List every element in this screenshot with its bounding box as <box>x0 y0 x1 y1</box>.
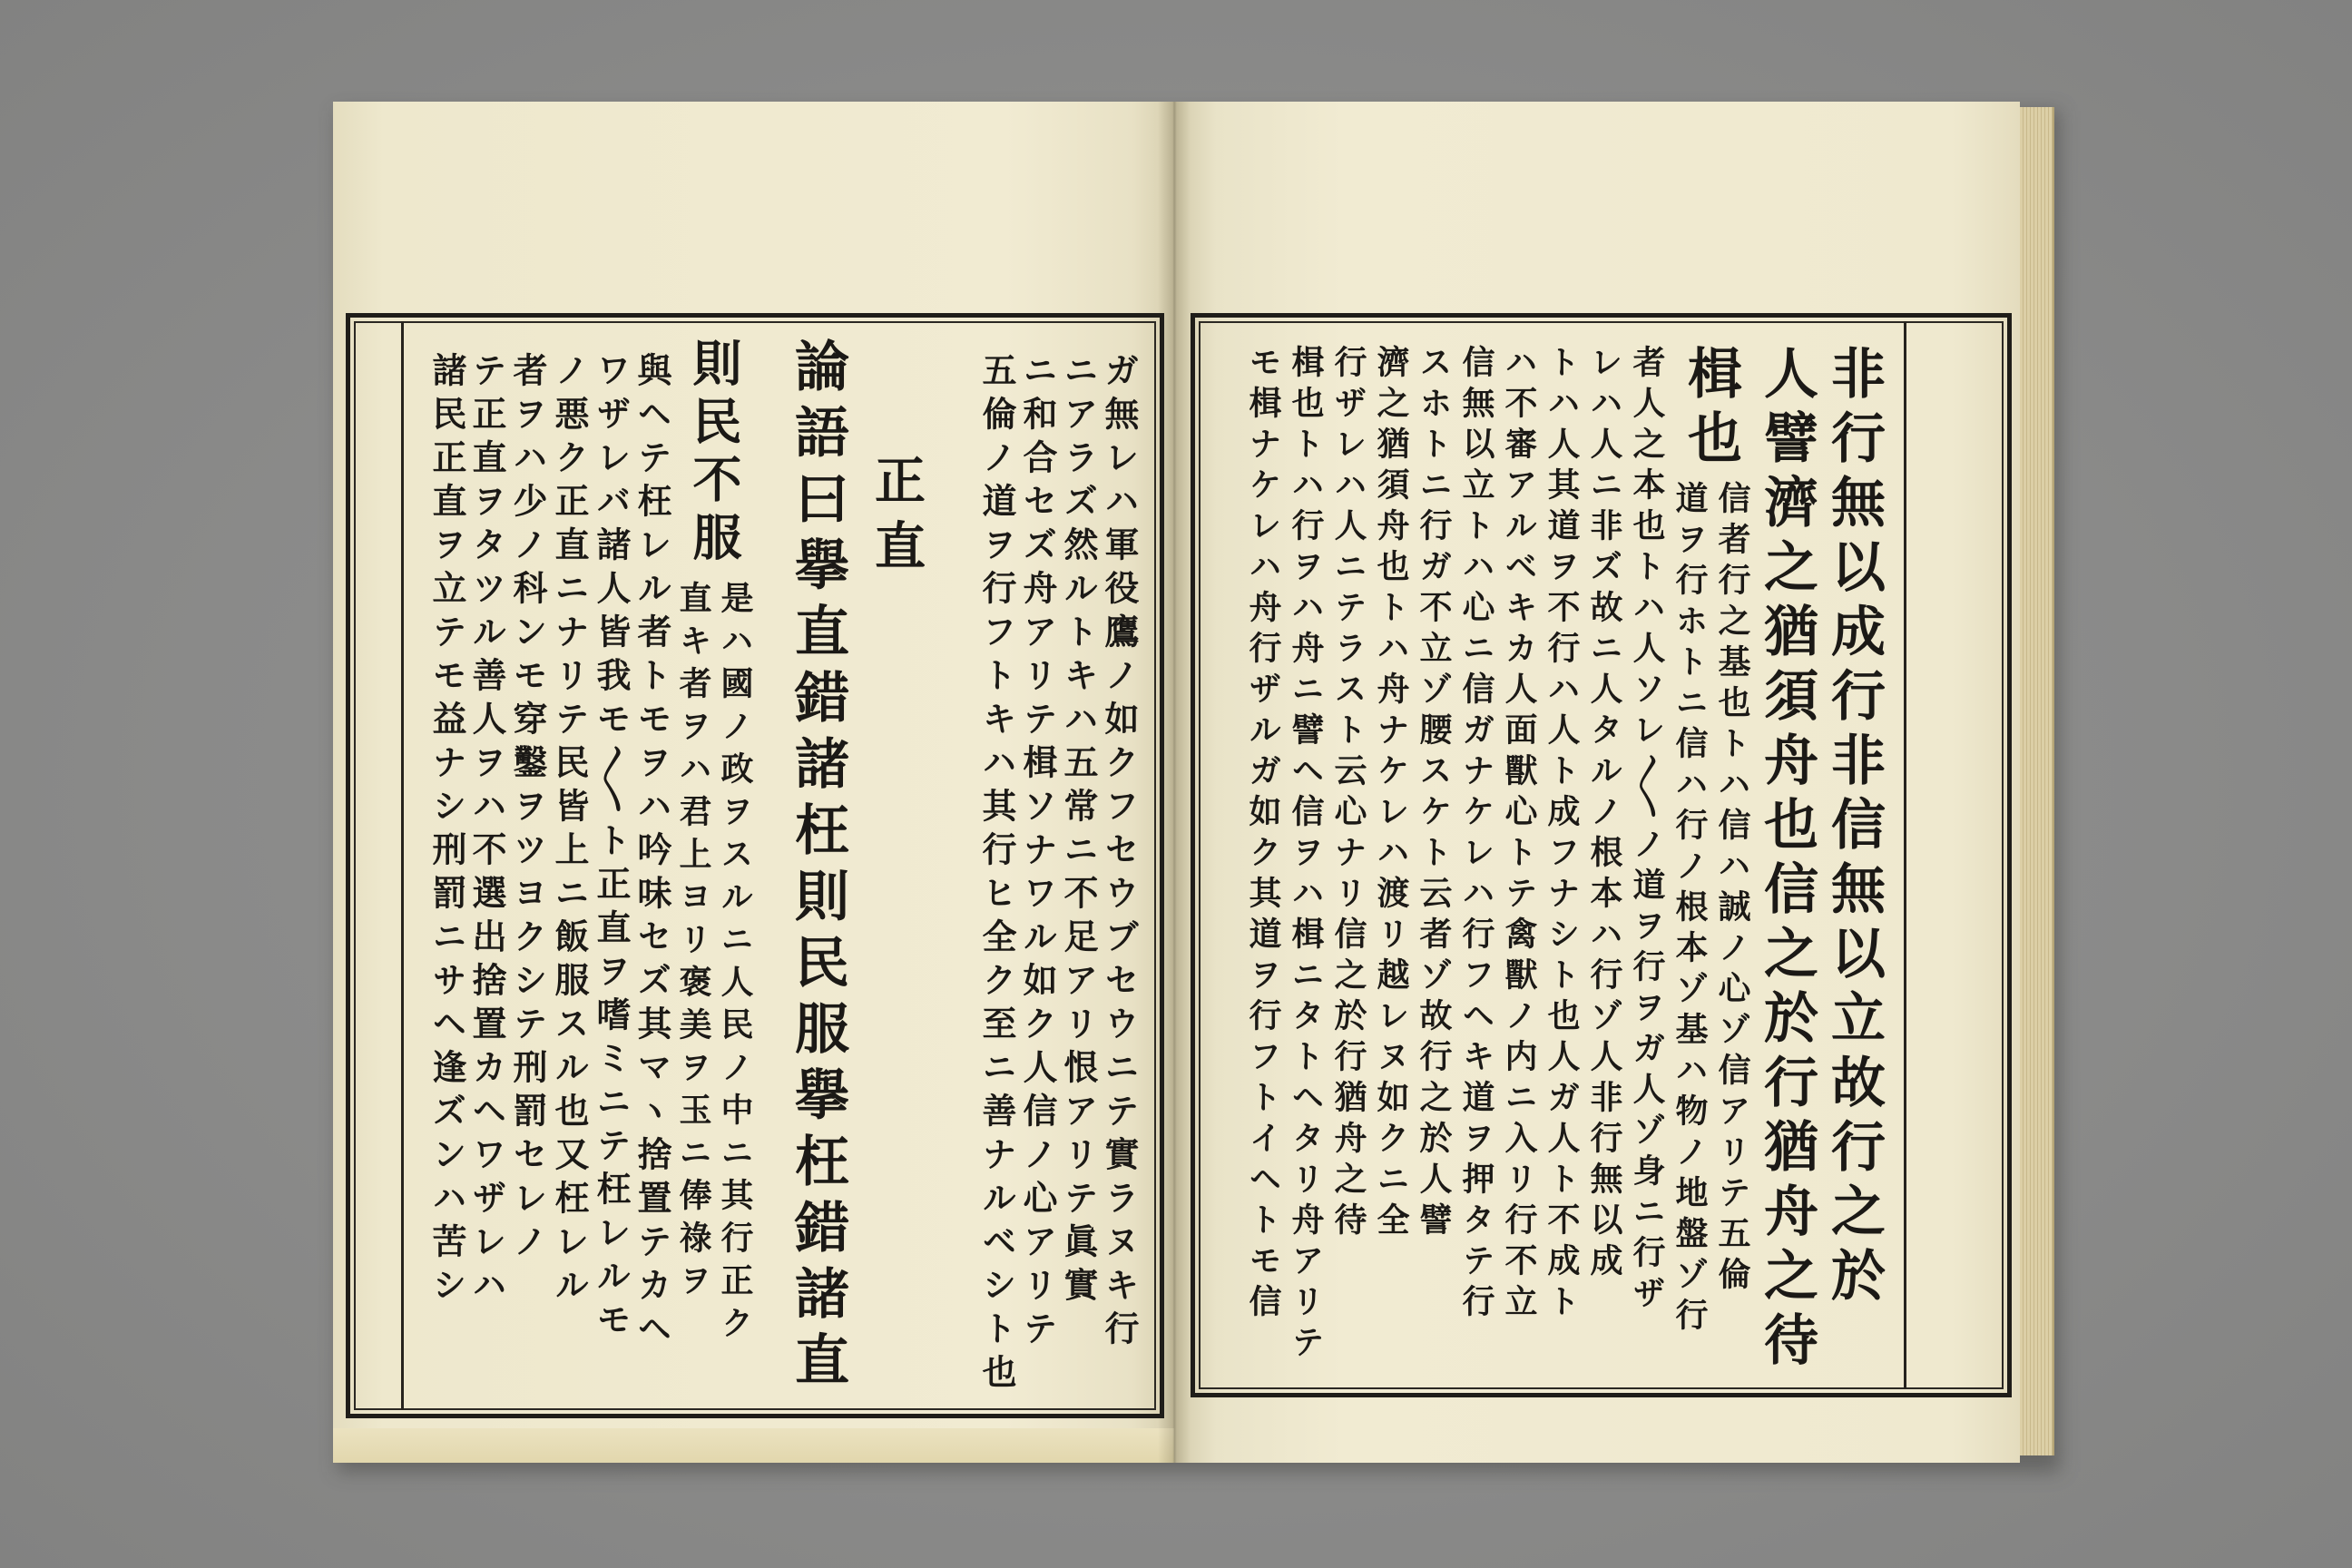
commentary-column: スホトニ行ガ不立ゾ腰スケト云者ゾ故行之於人譬 <box>1415 345 1453 1243</box>
section-heading: 正直 <box>867 454 926 584</box>
commentary-column: ノ悪ク正直ニナリテ民皆上ニ飯服スル也又枉レル <box>549 352 590 1310</box>
main-text-column: 人譬濟之猶須舟也信之於行猶舟之待 <box>1755 345 1818 1376</box>
quote-column: 論語曰擧直錯諸枉則民服擧枉錯諸直 <box>786 338 849 1397</box>
left-page-bottom-edge <box>333 1428 1174 1463</box>
commentary-column: ニ和合セズ舟アリテ楫ソナワル如ク人信ノ心アリテ <box>1017 352 1058 1354</box>
commentary-column: 濟之猶須舟也トハ舟ナケレハ渡リ越レヌ如クニ全 <box>1372 345 1410 1243</box>
commentary-split-column: 道ヲ行ホトニ信ハ行ノ根本ゾ基ハ物ノ地盤ゾ行 <box>1671 481 1709 1338</box>
commentary-column: 楫也トハ行ヲハ舟ニ譬ヘ信ヲハ楫ニタトヘタリ舟アリテ <box>1287 345 1325 1366</box>
commentary-column: モ楫ナケレハ舟行ザルガ如ク其道ヲ行フトイヘトモ信 <box>1244 345 1282 1325</box>
commentary-column: 信無以立トハ心ニ信ガナケレハ行フヘキ道ヲ押タテ行 <box>1457 345 1495 1325</box>
commentary-split-column: 信者行之基也トハ信ハ誠ノ心ゾ信アリテ五倫 <box>1713 481 1751 1298</box>
left-page-margin-line <box>401 321 404 1410</box>
right-page-margin-line <box>1904 321 1906 1389</box>
commentary-column: 者ヲハ少ノ科ンモ穿鑿ヲツヨクシテ刑罰セレノ <box>507 352 548 1267</box>
quote-end: 則民不服 <box>685 338 743 570</box>
commentary-column: ワザレバ諸人皆我モ〳〵ト正直ヲ嗜ミニテ枉レルモ <box>591 352 632 1345</box>
commentary-column: テ正直ヲタツル善人ヲハ不選出捨置カヘワザレハ <box>466 352 507 1310</box>
commentary-column: 諸民正直ヲ立テモ益ナシ刑罰ニサヘ逢ズンハ苦シ <box>426 352 467 1310</box>
main-text-end: 楫也 <box>1679 345 1742 474</box>
commentary-column: ハ不審アルベキカ人面獸心トテ禽獸ノ内ニ入リ行不立 <box>1500 345 1538 1325</box>
commentary-column: ガ無レハ軍役鷹ノ如クフセウブセウニテ實ラヌキ行 <box>1099 352 1140 1354</box>
commentary-split-column: 直キ者ヲハ君上ヨリ褒美ヲ玉ニ俸祿ヲ <box>674 581 712 1306</box>
main-text-column: 非行無以成行非信無以立故行之於 <box>1822 345 1886 1311</box>
commentary-column: 者人之本也トハ人ソレ〳〵ノ道ヲ行ヲガ人ゾ身ニ行ザ <box>1628 345 1666 1317</box>
commentary-column: トハ人其道ヲ不行ハ人ト成フナシト也人ガ人ト不成ト <box>1543 345 1581 1325</box>
commentary-column: 五倫ノ道ヲ行フトキハ其行ヒ全ク至ニ善ナルベシト也 <box>976 352 1017 1397</box>
commentary-column: レハ人ニ非ズ故ニ人タルノ根本ハ行ゾ人非行無以成 <box>1585 345 1623 1284</box>
commentary-column: 與ヘテ枉レル者トモヲハ吟味セズ其マヽ捨置テカヘ <box>632 352 672 1354</box>
commentary-split-column: 是ハ國ノ政ヲスルニ人民ノ中ニ其行正ク <box>716 581 754 1348</box>
commentary-column: 行ザレハ人ニテラスト云心ナリ信之於行猶舟之待 <box>1329 345 1367 1243</box>
commentary-column: ニアラズ然ルトキハ五常ニ不足アリ恨アリテ眞實 <box>1058 352 1099 1310</box>
page-stack-edge <box>2020 107 2054 1455</box>
